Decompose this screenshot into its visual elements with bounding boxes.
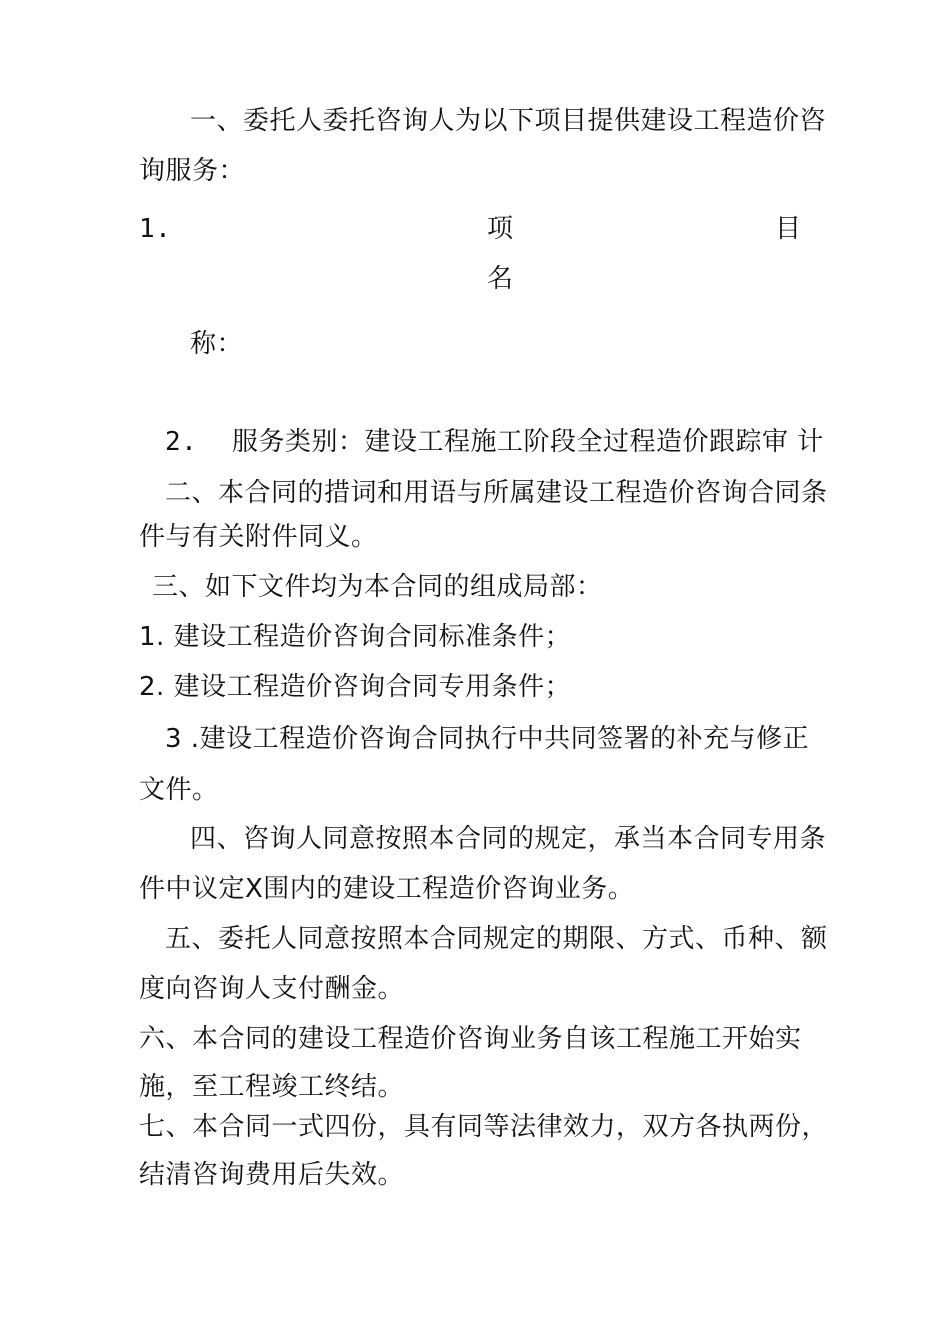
clause-7-line-1: 七、本合同一式四份，具有同等法律效力，双方各执两份， [139, 1112, 829, 1142]
clause-1-line-2: 询服务： [139, 156, 246, 186]
item-1-char-ming: 名 [487, 264, 514, 294]
clause-2-line-2: 件与有关附件同义。 [139, 522, 378, 552]
clause-3-item-3-line-2: 文件。 [139, 775, 219, 805]
clause-4-line-2: 件中议定X围内的建设工程造价咨询业务。 [139, 874, 635, 904]
clause-2-line-1: 二、本合同的措词和用语与所属建设工程造价咨询合同条 [165, 478, 828, 508]
clause-3-item-2: 2. 建设工程造价咨询合同专用条件； [139, 672, 572, 702]
item-1-number: 1. [139, 214, 172, 244]
clause-6-line-1: 六、本合同的建设工程造价咨询业务自该工程施工开始实 [139, 1024, 802, 1054]
item-2-number: 2. [165, 427, 198, 457]
clause-3-heading: 三、如下文件均为本合同的组成局部： [152, 572, 603, 602]
item-1-char-mu: 目 [775, 214, 802, 244]
clause-3-item-3-line-1: 3 .建设工程造价咨询合同执行中共同签署的补充与修正 [165, 724, 810, 754]
item-2-service-category: 服务类别：建设工程施工阶段全过程造价跟踪审 计 [232, 427, 824, 457]
clause-6-line-2: 施，至工程竣工终结。 [139, 1072, 405, 1102]
clause-1-line-1: 一、委托人委托咨询人为以下项目提供建设工程造价咨 [190, 106, 827, 136]
clause-4-line-1: 四、咨询人同意按照本合同的规定，承当本合同专用条 [190, 824, 827, 854]
clause-7-line-2: 结清咨询费用后失效。 [139, 1160, 405, 1190]
clause-3-item-1: 1. 建设工程造价咨询合同标准条件； [139, 622, 572, 652]
item-1-char-xiang: 项 [487, 214, 514, 244]
clause-5-line-2: 度向咨询人支付酬金。 [139, 974, 405, 1004]
clause-5-line-1: 五、委托人同意按照本合同规定的期限、方式、币种、额 [165, 924, 828, 954]
item-1-char-cheng: 称： [190, 329, 244, 359]
